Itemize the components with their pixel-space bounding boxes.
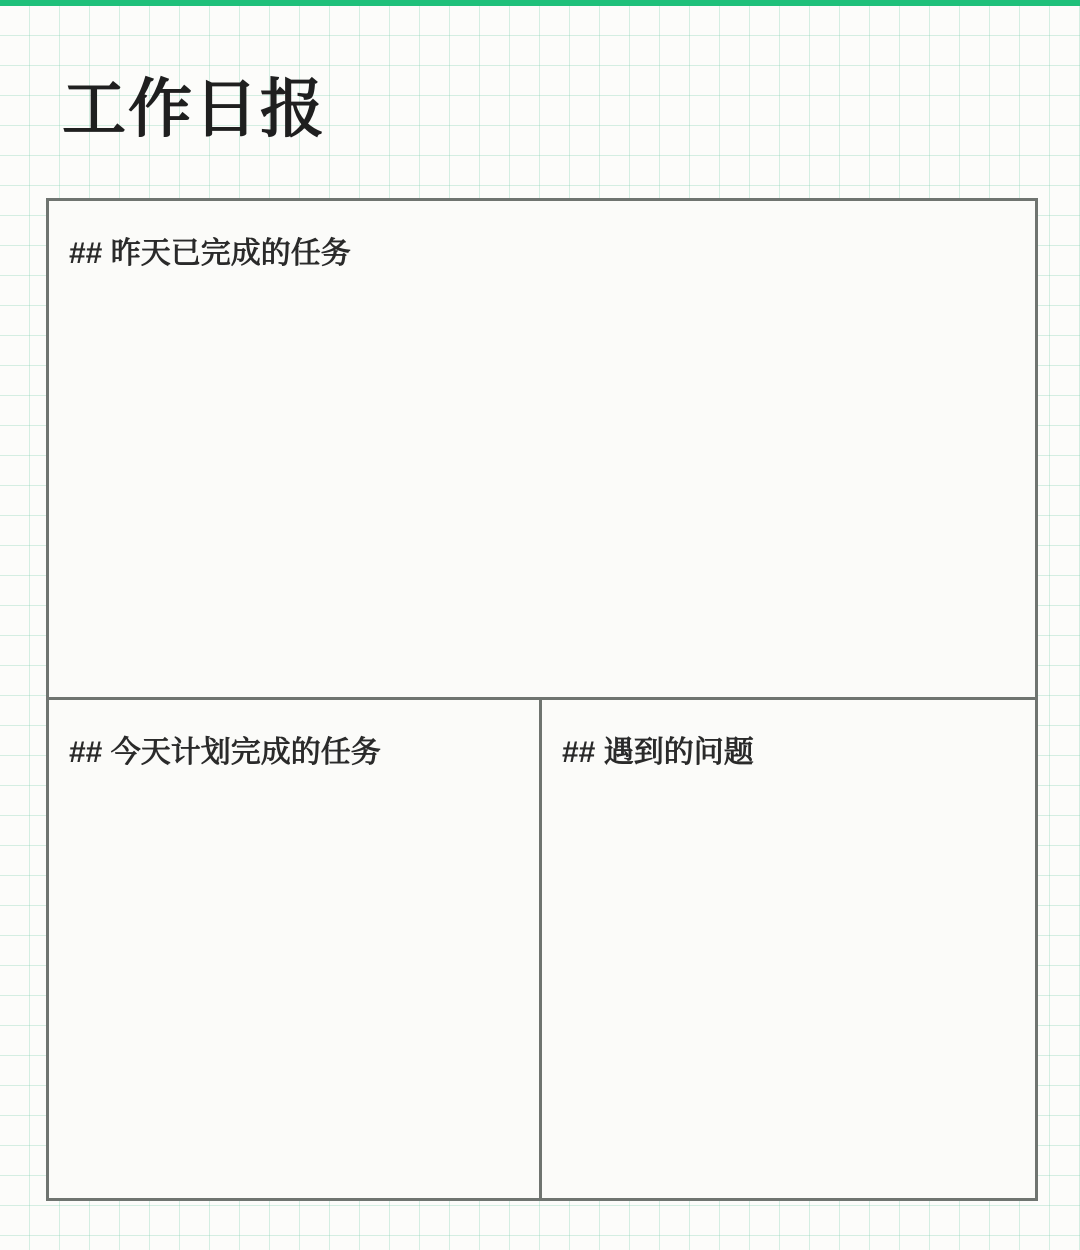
table-row-completed (49, 201, 1035, 700)
cell-heading-yesterday-completed: ## 昨天已完成的任务 (69, 237, 351, 270)
cell-heading-today-plan: ## 今天计划完成的任务 (69, 736, 381, 769)
cell-yesterday-completed[interactable] (49, 201, 1035, 697)
report-sheet (0, 6, 1080, 1250)
cell-heading-issues: ## 遇到的问题 (562, 736, 754, 769)
cell-body-yesterday-completed[interactable] (69, 281, 1035, 282)
cell-today-plan[interactable] (49, 700, 542, 1198)
cell-issues[interactable] (542, 700, 1035, 1198)
page-title: 工作日报 (62, 73, 326, 145)
table-row-plan-and-issues (49, 700, 1035, 1198)
cell-body-today-plan[interactable] (69, 780, 539, 781)
report-table (46, 198, 1038, 1201)
cell-body-issues[interactable] (562, 780, 1035, 781)
